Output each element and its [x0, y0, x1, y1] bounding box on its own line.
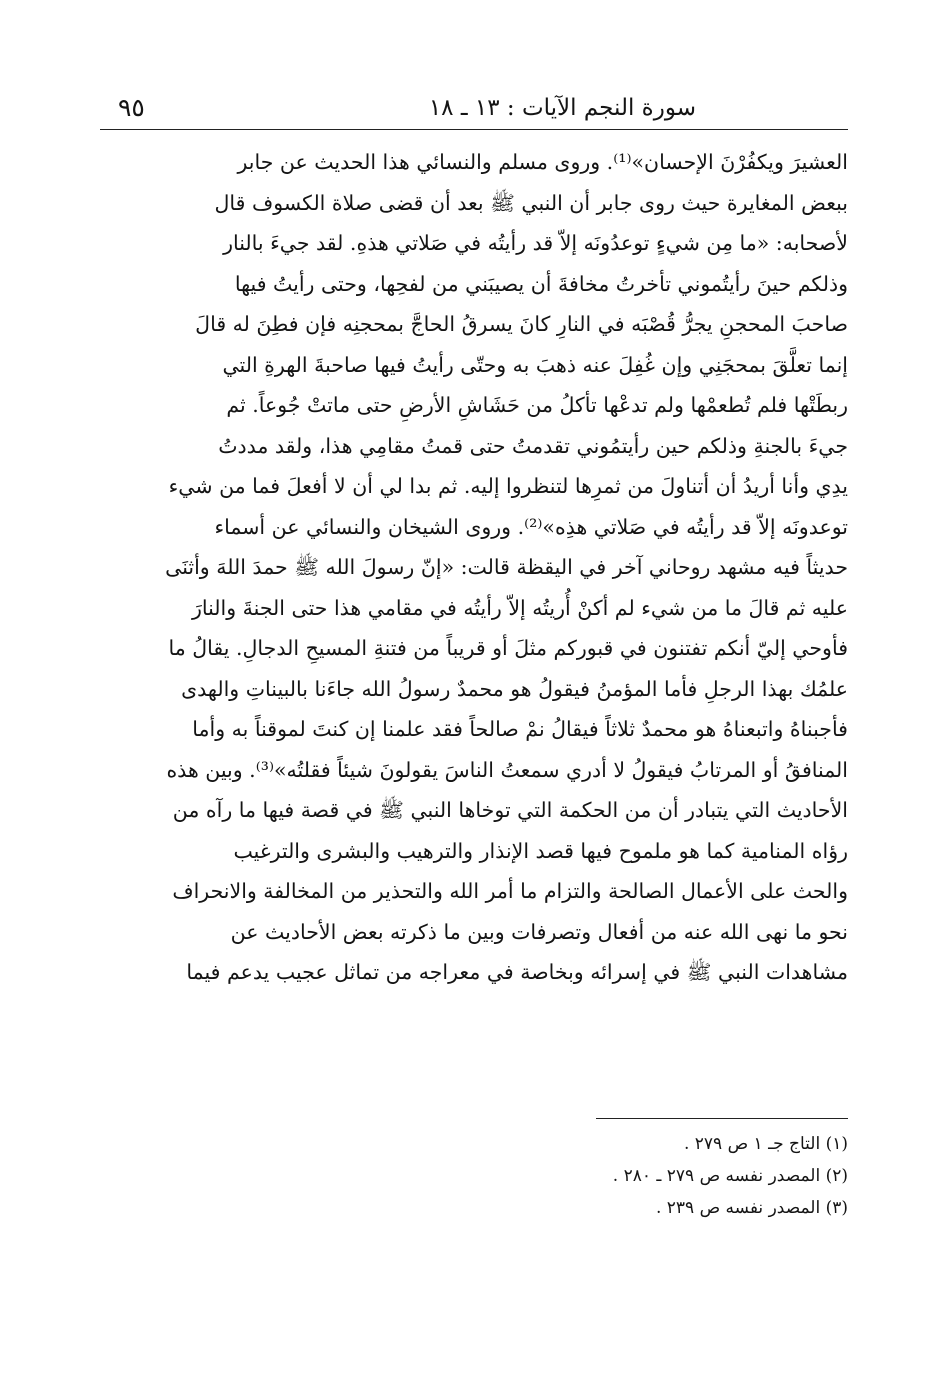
text-line: يدِي وأنا أريدُ أن أتناولَ من ثمرِها لتنظروا إليه. ثم بدا لي أن لا أفعلَ فما من شيء	[168, 474, 848, 498]
footnote-1: (١) التاج جـ ١ ص ٢٧٩ .	[683, 1134, 848, 1154]
footnote-3: (٣) المصدر نفسه ص ٢٣٩ .	[655, 1198, 848, 1218]
text-line: إنما تعلَّقَ بمحجَنِي وإن غُفِلَ عنه ذهبَ به وحتّى رأيتُ فيها صاحبةَ الهرةِ التي	[222, 352, 848, 377]
page-number: ٩٥	[118, 93, 145, 122]
text-line: توعدونَه إلاّ قد رأيتُه في صَلاتي هذِه»⁽²⁾. وروى الشيخان والنسائي عن أسماء	[214, 514, 848, 539]
header-rule	[100, 129, 848, 130]
footnote-rule	[596, 1118, 848, 1119]
text-line: جيءَ بالجنةِ وذلكم حين رأيتمُوني تقدمتُ حتى قمتُ مقامِي هذا، ولقد مددتُ	[218, 433, 848, 458]
text-line: الأحاديث التي يتبادر أن من الحكمة التي توخاها النبي ﷺ في قصة فيها ما رآه من	[172, 798, 848, 822]
text-line: العشيرَ ويكفُرْنَ الإحسان»⁽¹⁾. وروى مسلم والنسائي هذا الحديث عن جابر	[237, 150, 848, 174]
footnotes	[400, 1128, 848, 1224]
text-line: صاحبَ المحجنِ يجرُّ قُصْبَه في النارِ كانَ يسرقُ الحاجَّ بمحجنِه فإن فطِنَ له قالَ	[195, 312, 848, 336]
text-line: رؤاه المنامية كما هو ملموح فيها قصد الإنذار والترهيب والبشرى والترغيب	[233, 838, 848, 863]
text-line: ربطَتْها فلم تُطعمْها ولم تدعْها تأكلُ من حَشَاشِ الأرضِ حتى ماتتْ جُوعاً. ثم	[226, 393, 848, 417]
text-line: حديثاً فيه مشهد روحاني آخر في اليقظة قالت: «إنّ رسولَ الله ﷺ حمدَ اللهَ وأثنَى	[165, 555, 848, 579]
running-header	[100, 82, 848, 126]
text-line: وذلكم حينَ رأيتُموني تأخرتُ مخافةَ أن يصيبَني من لفحِها، وحتى رأيتُ فيها	[234, 271, 848, 296]
text-line: فأجبناهُ واتبعناهُ هو محمدٌ ثلاثاً فيقالُ نمْ صالحاً فقد علمنا إن كنتَ لموقناً به وأما	[192, 717, 848, 741]
header-title: سورة النجم الآيات : ١٣ ـ ١٨	[428, 95, 696, 121]
text-line: فأوحي إليّ أنكم تفتنون في قبوركم مثلَ أو قريباً من فتنةِ المسيحِ الدجالِ. يقالُ ما	[168, 636, 848, 660]
text-line: ببعض المغايرة حيث روى جابر أن النبي ﷺ بعد أن قضى صلاة الكسوف قال	[214, 190, 848, 215]
text-line: مشاهدات النبي ﷺ في إسرائه وبخاصة في معراجه من تماثل عجيب يدعم فيما	[186, 960, 848, 984]
text-line: عليه ثم قالَ ما من شيء لم أكنْ أُريتُه إلاّ رأيتُه في مقامي هذا حتى الجنةَ والنارَ	[191, 595, 848, 620]
text-line: المنافقُ أو المرتابُ فيقولُ لا أدري سمعتُ الناسَ يقولونَ شيئاً فقلتُه»⁽³⁾. وبين هذه	[166, 757, 848, 782]
body-text	[100, 142, 848, 993]
footnote-2: (٢) المصدر نفسه ص ٢٧٩ ـ ٢٨٠ .	[612, 1166, 848, 1186]
text-line: علمُك بهذا الرجلِ فأما المؤمنُ فيقولُ هو محمدٌ رسولُ الله جاءَنا بالبيناتِ والهدى	[181, 676, 848, 701]
text-line: والحث على الأعمال الصالحة والتزام ما أمر الله والتحذير من المخالفة والانحراف	[172, 879, 848, 903]
text-line: نحو ما نهى الله عنه من أفعال وتصرفات وبين ما ذكرته بعض الأحاديث عن	[230, 919, 848, 944]
text-line: لأصحابه: «ما مِن شيءٍ توعدُونَه إلاّ قد رأيتُه في صَلاتي هذهِ. لقد جيءَ بالنار	[223, 231, 848, 255]
